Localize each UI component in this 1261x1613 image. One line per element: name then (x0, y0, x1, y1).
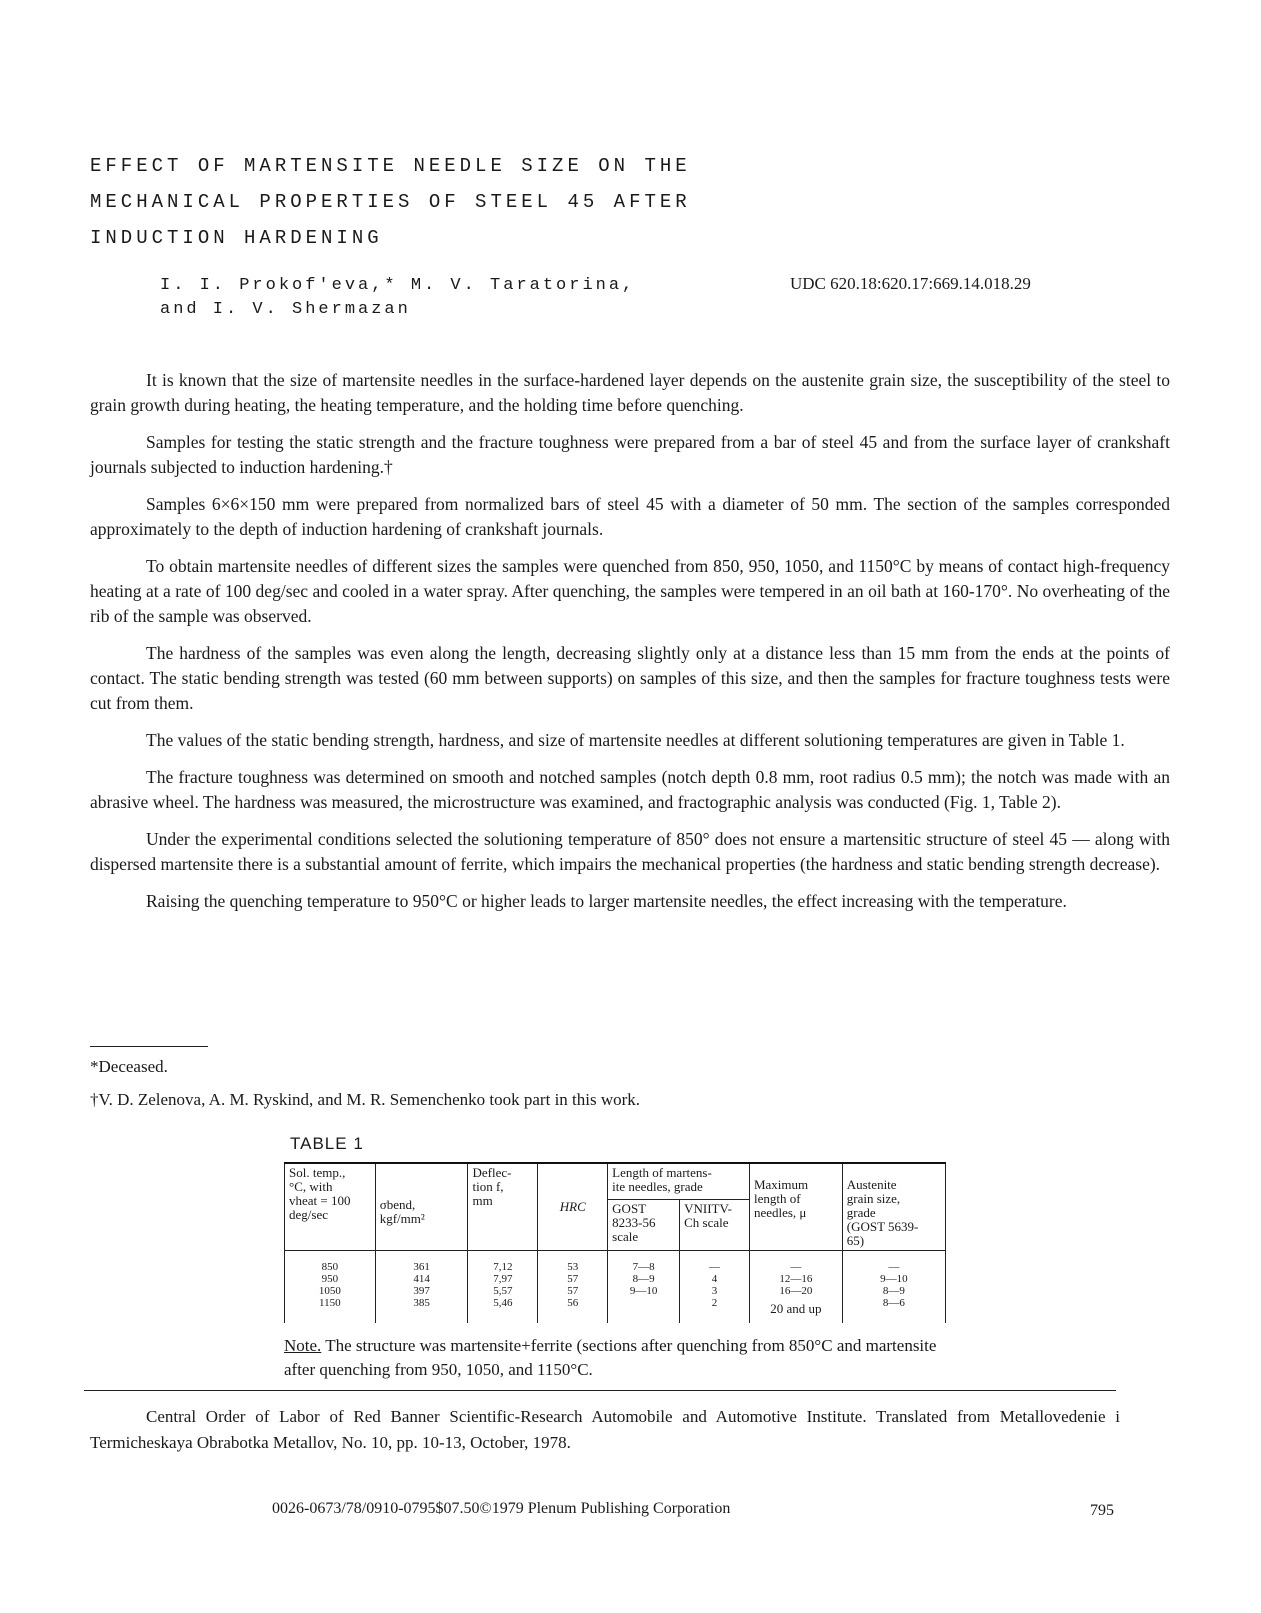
cell-sol-temp: 850 950 1050 1150 (285, 1251, 376, 1324)
header-needle-length: Length of martens- ite needles, grade (608, 1163, 750, 1199)
authors-line: and I. V. Shermazan (160, 300, 411, 319)
cell-gost: 7—8 8—9 9—10 (608, 1251, 680, 1324)
table-note (284, 1334, 954, 1382)
body-text (90, 368, 1170, 926)
cell-max-length: — 12—16 16—20 20 and up (749, 1251, 842, 1324)
header-gost-scale: GOST 8233-56 scale (608, 1199, 680, 1250)
copyright-line: 0026-0673/78/0910-0795$07.50©1979 Plenum Publishing Corporation (272, 1500, 731, 1517)
title-line: EFFECT OF MARTENSITE NEEDLE SIZE ON THE (90, 155, 691, 177)
table-row (285, 1251, 946, 1324)
header-max-length: Maximum length of needles, μ (749, 1163, 842, 1251)
paragraph: The values of the static bending strength, hardness, and size of martensite needles at different solutioning temperatures are given in Table 1. (146, 730, 1125, 750)
data-table (284, 1162, 946, 1323)
paragraph: The hardness of the samples was even along the length, decreasing slightly only at a distance less than 15 mm from the ends at the points of contact. The static bending strength was tested (60 mm between supports) on samples of this size, and then the samples for fracture toughness tests were cut from them. (90, 643, 1170, 713)
header-vniitv-scale: VNIITV- Ch scale (680, 1199, 750, 1250)
footnote-divider (90, 1046, 208, 1047)
cell-sigma: 361 414 397 385 (375, 1251, 468, 1324)
article-title (90, 148, 810, 256)
paragraph: Under the experimental conditions selected the solutioning temperature of 850° does not ensure a martensitic structure of steel 45 — along with dispersed martensite there is a substantial amount of ferrite, which impairs the mechanical properties (the hardness and static bending strength decrease). (90, 829, 1170, 874)
table-caption: TABLE 1 (290, 1134, 364, 1153)
footnote-deceased: *Deceased. (90, 1057, 168, 1076)
footnote-dagger: †V. D. Zelenova, A. M. Ryskind, and M. R. Semenchenko took part in this work. (90, 1090, 641, 1109)
authors-line: I. I. Prokof'eva,* M. V. Taratorina, (160, 276, 636, 295)
paragraph: The fracture toughness was determined on smooth and notched samples (notch depth 0.8 mm, root radius 0.5 mm); the notch was made with an abrasive wheel. The hardness was measured, the microstructure was examined, and fractographic analysis was conducted (Fig. 1, Table 2). (90, 767, 1170, 812)
paragraph: Raising the quenching temperature to 950°C or higher leads to larger martensite needles, the effect increasing with the temperature. (146, 891, 1067, 911)
authors-block (160, 274, 635, 322)
page-number: 795 (1090, 1502, 1114, 1519)
paragraph: To obtain martensite needles of different sizes the samples were quenched from 850, 950, 1050, and 1150°C by means of contact high-frequency heating at a rate of 100 deg/sec and cooled in a water spray. After quenching, the samples were tempered in an oil bath at 160-170°. No overheating of the rib of the sample was observed. (90, 556, 1170, 626)
affiliation: Central Order of Labor of Red Banner Scientific-Research Automobile and Automotive Institute. Translated from Metallovedenie i Termicheskaya Obrabotka Metallov, No. 10, pp. 10-13, October, 1978. (90, 1407, 1120, 1452)
paragraph: Samples for testing the static strength and the fracture toughness were prepared from a bar of steel 45 and from the surface layer of crankshaft journals subjected to induction hardening.† (90, 432, 1170, 477)
paragraph: Samples 6×6×150 mm were prepared from normalized bars of steel 45 with a diameter of 50 mm. The section of the samples corresponded approximately to the depth of induction hardening of crankshaft journals. (90, 494, 1170, 539)
header-austenite: Austenite grain size, grade (GOST 5639- 65) (842, 1163, 945, 1251)
paragraph: It is known that the size of martensite needles in the surface-hardened layer depends on the austenite grain size, the susceptibility of the steel to grain growth during heating, the heating temperature, and the holding time before quenching. (90, 370, 1170, 415)
udc-code: UDC 620.18:620.17:669.14.018.29 (790, 274, 1031, 293)
title-line: MECHANICAL PROPERTIES OF STEEL 45 AFTER (90, 191, 691, 213)
note-label: Note. (284, 1336, 322, 1355)
affiliation-divider (84, 1390, 1116, 1391)
title-line: INDUCTION HARDENING (90, 227, 383, 249)
header-sigma-bend: σbend, kgf/mm² (375, 1163, 468, 1251)
cell-deflection: 7,12 7,97 5,57 5,46 (468, 1251, 538, 1324)
footnotes (90, 1050, 640, 1116)
cell-hrc: 53 57 57 56 (538, 1251, 608, 1324)
header-deflection: Deflec- tion f, mm (468, 1163, 538, 1251)
header-hrc: HRC (538, 1163, 608, 1251)
cell-austenite: — 9—10 8—9 8—6 (842, 1251, 945, 1324)
header-sol-temp: Sol. temp., °C, with vheat = 100 deg/sec (285, 1163, 376, 1251)
note-text: The structure was martensite+ferrite (sections after quenching from 850°C and martensite after quenching from 950, 1050, and 1150°C. (284, 1336, 937, 1379)
cell-vniitv: — 4 3 2 (680, 1251, 750, 1324)
